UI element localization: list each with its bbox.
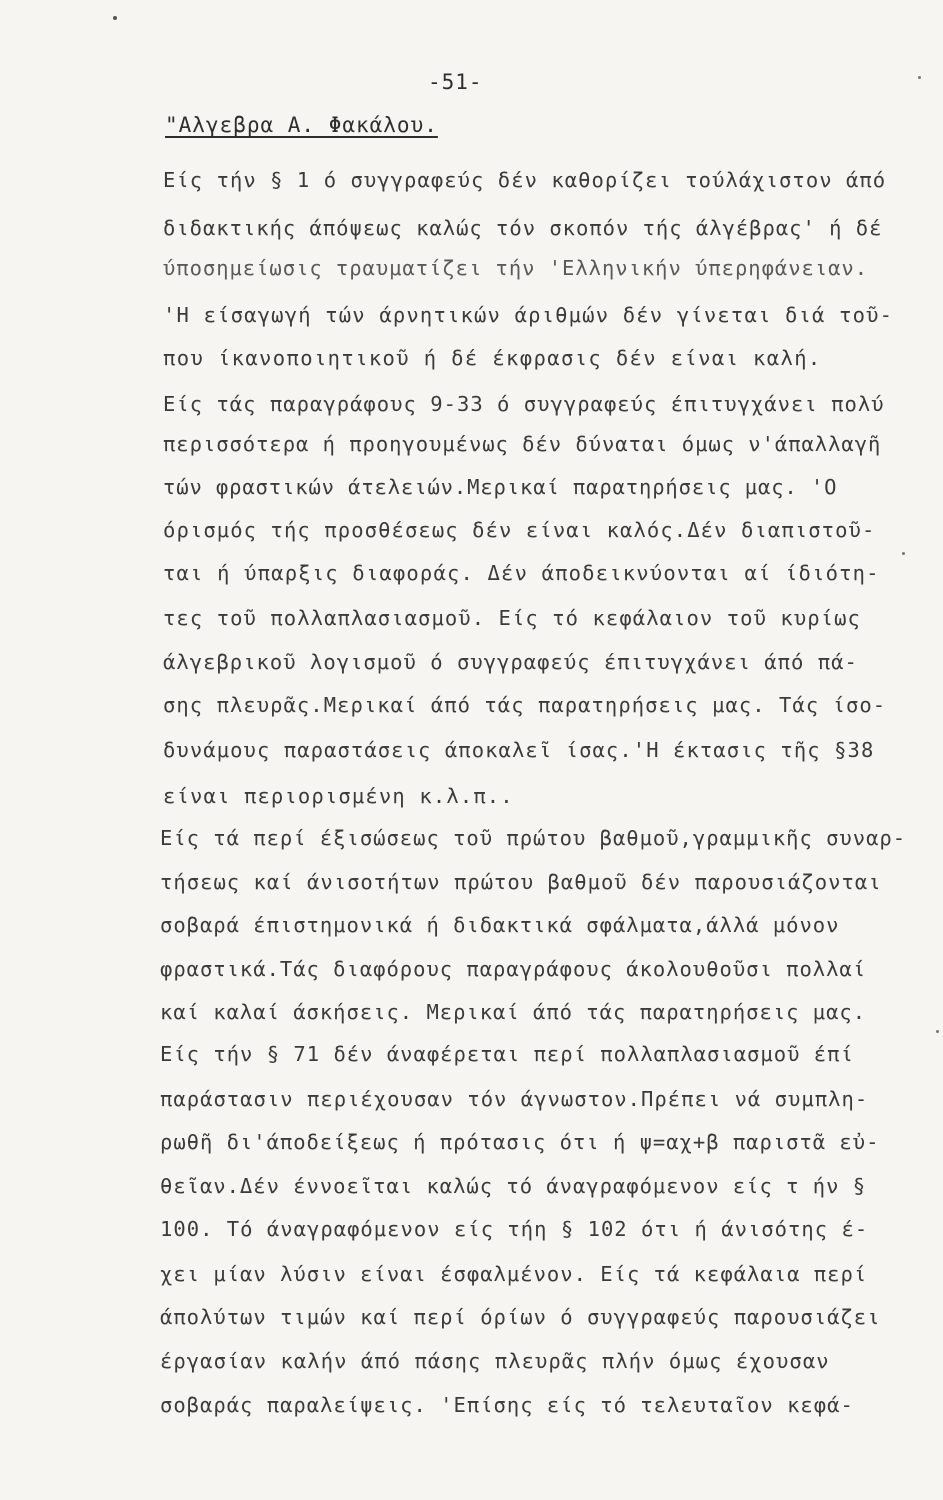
text-line: καί καλαί άσκήσεις. Μερικαί άπό τάς παρατηρήσεις μας. bbox=[160, 1000, 867, 1024]
text-line: φραστικά.Τάς διαφόρους παραγράφους άκολουθοῦσι πολλαί bbox=[160, 957, 867, 981]
text-line: είναι περιορισμένη κ.λ.π.. bbox=[163, 784, 514, 808]
text-line: ύποσημείωσις τραυματίζει τήν 'Ελληνικήν ύπερηφάνειαν. bbox=[163, 256, 869, 280]
text-line: ται ή ύπαρξις διαφοράς. Δέν άποδεικνύονται αί ίδιότη- bbox=[163, 561, 880, 585]
text-line: τών φραστικών άτελειών.Μερικαί παρατηρήσεις μας. 'Ο bbox=[163, 475, 838, 499]
document-title: "Αλγεβρα Α. Φακάλου. bbox=[165, 113, 438, 137]
text-line: τήσεως καί άνισοτήτων πρώτου βαθμοῦ δέν παρουσιάζονται bbox=[160, 870, 882, 894]
text-line: παράστασιν περιέχουσαν τόν άγνωστον.Πρέπει νά συμπλη- bbox=[160, 1087, 869, 1111]
text-line: δυνάμους παραστάσεις άποκαλεῖ ίσας.'Η έκτασις τῆς §38 bbox=[163, 738, 875, 762]
text-line: ρωθῆ δι'άποδείξεως ή πρότασις ότι ή ψ=αχ+β παριστᾶ εὐ- bbox=[160, 1130, 880, 1154]
text-line: σοβαρά έπιστημονικά ή διδακτικά σφάλματα,άλλά μόνον bbox=[160, 913, 840, 937]
page-number: -51- bbox=[428, 70, 483, 94]
text-line: έργασίαν καλήν άπό πάσης πλευρᾶς πλήν όμως έχουσαν bbox=[160, 1349, 830, 1373]
text-line: Είς τάς παραγράφους 9-33 ό συγγραφεύς έπιτυγχάνει πολύ bbox=[163, 392, 885, 416]
text-line: θεῖαν.Δέν έννοεῖται καλώς τό άναγραφόμενον είς τ ήν § bbox=[160, 1174, 867, 1198]
text-line: 100. Τό άναγραφόμενον είς τήη § 102 ότι ή άνισότης έ- bbox=[160, 1217, 869, 1241]
text-line: τες τοῦ πολλαπλασιασμοῦ. Είς τό κεφάλαιον τοῦ κυρίως bbox=[163, 606, 861, 630]
text-line: Είς τήν § 1 ό συγγραφεύς δέν καθορίζει τούλάχιστον άπό bbox=[163, 168, 887, 192]
text-line: 'Η είσαγωγή τών άρνητικών άριθμών δέν γίνεται διά τοῦ- bbox=[163, 303, 894, 327]
text-line: που ίκανοποιητικοῦ ή δέ έκφρασις δέν είναι καλή. bbox=[163, 346, 822, 370]
text-line: χει μίαν λύσιν είναι έσφαλμένον. Είς τά κεφάλαια περί bbox=[160, 1262, 868, 1286]
text-line: διδακτικής άπόψεως καλώς τόν σκοπόν τής άλγέβρας' ή δέ bbox=[163, 216, 883, 240]
text-line: Είς τά περί έξισώσεως τοῦ πρώτου βαθμοῦ,γραμμικῆς συναρ- bbox=[160, 826, 907, 850]
text-line: όρισμός τής προσθέσεως δέν είναι καλός.Δέν διαπιστοῦ- bbox=[163, 518, 876, 542]
text-line: άπολύτων τιμών καί περί όρίων ό συγγραφεύς παρουσιάζει bbox=[160, 1305, 881, 1329]
text-line: Είς τήν § 71 δέν άναφέρεται περί πολλαπλασιασμοῦ έπί bbox=[160, 1042, 854, 1066]
text-line: άλγεβρικοῦ λογισμοῦ ό συγγραφεύς έπιτυγχάνει άπό πά- bbox=[163, 650, 858, 674]
text-line: περισσότερα ή προηγουμένως δέν δύναται όμως ν'άπαλλαγῆ bbox=[163, 432, 882, 456]
text-line: σοβαράς παραλείψεις. 'Επίσης είς τό τελευταῖον κεφά- bbox=[160, 1393, 854, 1417]
text-line: σης πλευρᾶς.Μερικαί άπό τάς παρατηρήσεις μας. Τάς ίσο- bbox=[163, 693, 887, 717]
